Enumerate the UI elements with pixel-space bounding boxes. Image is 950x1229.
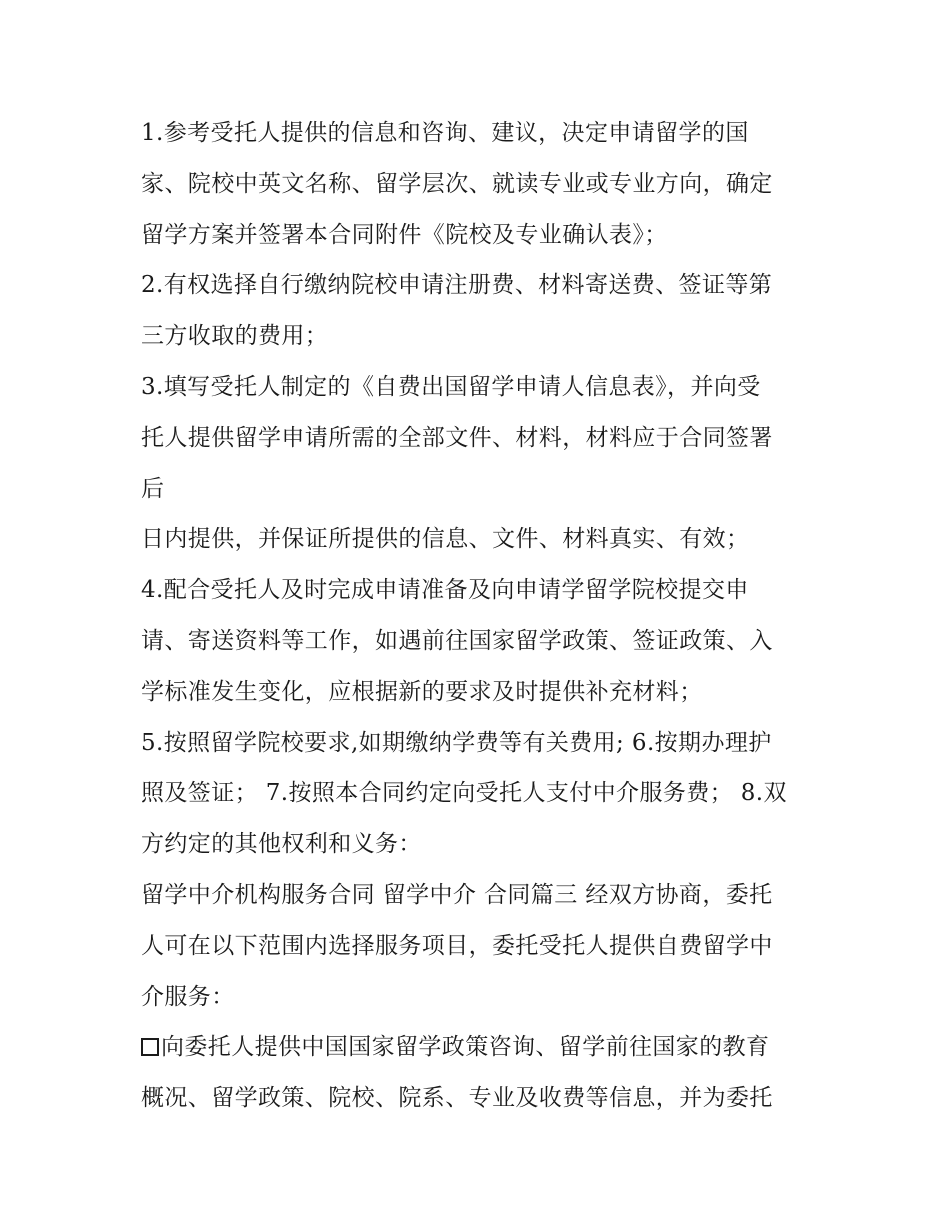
text-line-8: 后 — [141, 475, 165, 502]
text-line-13: 5.按照留学院校要求,如期缴纳学费等有关费用; 6.按期办理护 — [141, 729, 772, 756]
text-line-2: 家、院校中英文名称、留学层次、就读专业或专业方向，确定 — [141, 170, 773, 197]
text-line-11: 请、寄送资料等工作，如遇前往国家留学政策、签证政策、入 — [141, 627, 773, 654]
text-line-17: 人可在以下范围内选择服务项目，委托受托人提供自费留学中 — [141, 932, 773, 959]
text-line-4: 2.有权选择自行缴纳院校申请注册费、材料寄送费、签证等第 — [141, 272, 773, 299]
text-line-15: 方约定的其他权利和义务： — [141, 831, 422, 858]
text-line-6: 3.填写受托人制定的《自费出国留学申请人信息表》，并向受 — [141, 373, 761, 400]
text-line-18: 介服务： — [141, 983, 235, 1010]
text-line-9: 日内提供，并保证所提供的信息、文件、材料真实、有效； — [141, 526, 750, 553]
checkbox-item-text: 向委托人提供中国国家留学政策咨询、留学前往国家的教育 — [161, 1034, 770, 1061]
text-line-12: 学标准发生变化，应根据新的要求及时提供补充材料； — [141, 678, 703, 705]
text-line-7: 托人提供留学申请所需的全部文件、材料，材料应于合同签署 — [141, 424, 773, 451]
text-line-14: 照及签证； 7.按照本合同约定向受托人支付中介服务费； 8.双 — [141, 780, 787, 807]
document-body — [141, 108, 813, 1124]
checkbox-item-line — [141, 1022, 813, 1073]
text-line-3: 留学方案并签署本合同附件《院校及专业确认表》； — [141, 221, 668, 248]
checkbox-square-icon — [141, 1038, 159, 1056]
text-line-1: 1.参考受托人提供的信息和咨询、建议，决定申请留学的国 — [141, 120, 749, 146]
text-line-20: 概况、留学政策、院校、院系、专业及收费等信息，并为委托 — [141, 1085, 773, 1112]
text-line-10: 4.配合受托人及时完成申请准备及向申请学留学院校提交申 — [141, 577, 749, 604]
text-line-16: 留学中介机构服务合同 留学中介 合同篇三 经双方协商，委托 — [141, 881, 773, 908]
text-line-5: 三方收取的费用； — [141, 323, 329, 350]
